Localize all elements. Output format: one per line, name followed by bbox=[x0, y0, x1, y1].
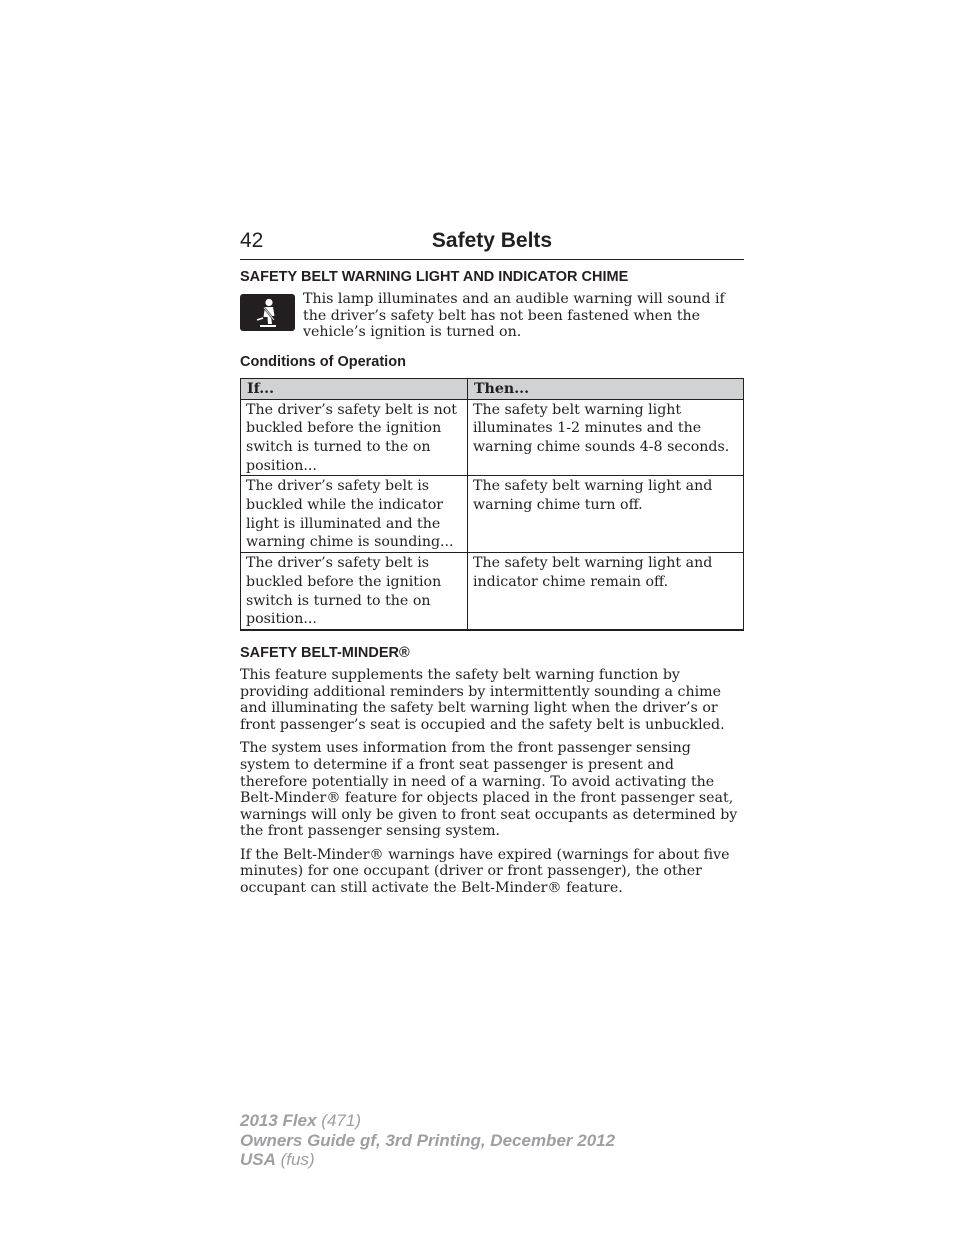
page-title: Safety Belts bbox=[431, 229, 553, 252]
footer-model-line bbox=[240, 1111, 615, 1131]
footer-market-code: (fus) bbox=[280, 1150, 315, 1169]
table-row bbox=[241, 476, 744, 553]
warning-light-description: This lamp illuminates and an audible warning will sound if the driver’s safety belt has not been fastened when the vehicle’s ignition is turned on. bbox=[303, 291, 725, 340]
table-cell-then: The safety belt warning light and warning chime turn off. bbox=[468, 476, 744, 553]
belt-minder-paragraph: This feature supplements the safety belt warning function by providing additional reminders by intermittently sounding a chime and illuminating the safety belt warning light when the driver’s or front passenger’s seat is occupied and the safety belt is unbuckled. bbox=[240, 666, 725, 733]
belt-minder-paragraph: If the Belt-Minder® warnings have expired (warnings for about five minutes) for one occupant (driver or front passenger), the other occupant can still activate the Belt-Minder® feature. bbox=[240, 846, 730, 897]
footer-guide: Owners Guide gf, 3rd Printing, December 2012 bbox=[240, 1130, 616, 1150]
footer-market: USA bbox=[240, 1150, 276, 1169]
column-header-then: Then... bbox=[468, 378, 744, 399]
conditions-heading: Conditions of Operation bbox=[240, 353, 406, 370]
footer-market-line bbox=[240, 1150, 615, 1170]
table-row bbox=[241, 553, 744, 630]
table-cell-if: The driver’s safety belt is buckled while the indicator light is illuminated and the warning chime is sounding... bbox=[241, 476, 468, 553]
section-heading-warning-light: SAFETY BELT WARNING LIGHT AND INDICATOR CHIME bbox=[240, 269, 629, 285]
footer-model-code: (471) bbox=[321, 1111, 361, 1130]
section-heading-belt-minder: SAFETY BELT-MINDER® bbox=[240, 644, 410, 661]
warning-light-intro bbox=[240, 291, 744, 341]
page-header bbox=[240, 226, 744, 260]
page-number: 42 bbox=[240, 229, 264, 252]
conditions-table bbox=[240, 378, 744, 631]
table-cell-then: The safety belt warning light and indicator chime remain off. bbox=[468, 553, 744, 630]
table-row bbox=[241, 399, 744, 476]
seatbelt-warning-icon bbox=[240, 294, 295, 331]
belt-minder-paragraph: The system uses information from the front passenger sensing system to determine if a front seat passenger is present and therefore potentially in need of a warning. To avoid activating the Belt-Minder® feature for objects placed in the front passenger seat, warnings will only be given to front seat occupants as determined by the front passenger sensing system. bbox=[240, 740, 738, 840]
page-content bbox=[240, 226, 744, 897]
table-header-row bbox=[241, 378, 744, 399]
page-footer bbox=[240, 1111, 615, 1170]
footer-model: 2013 Flex bbox=[240, 1111, 317, 1130]
column-header-if: If... bbox=[241, 378, 468, 399]
table-cell-if: The driver’s safety belt is buckled before the ignition switch is turned to the on position... bbox=[241, 553, 468, 630]
table-cell-if: The driver’s safety belt is not buckled before the ignition switch is turned to the on position... bbox=[241, 399, 468, 476]
table-cell-then: The safety belt warning light illuminates 1-2 minutes and the warning chime sounds 4-8 seconds. bbox=[468, 399, 744, 476]
